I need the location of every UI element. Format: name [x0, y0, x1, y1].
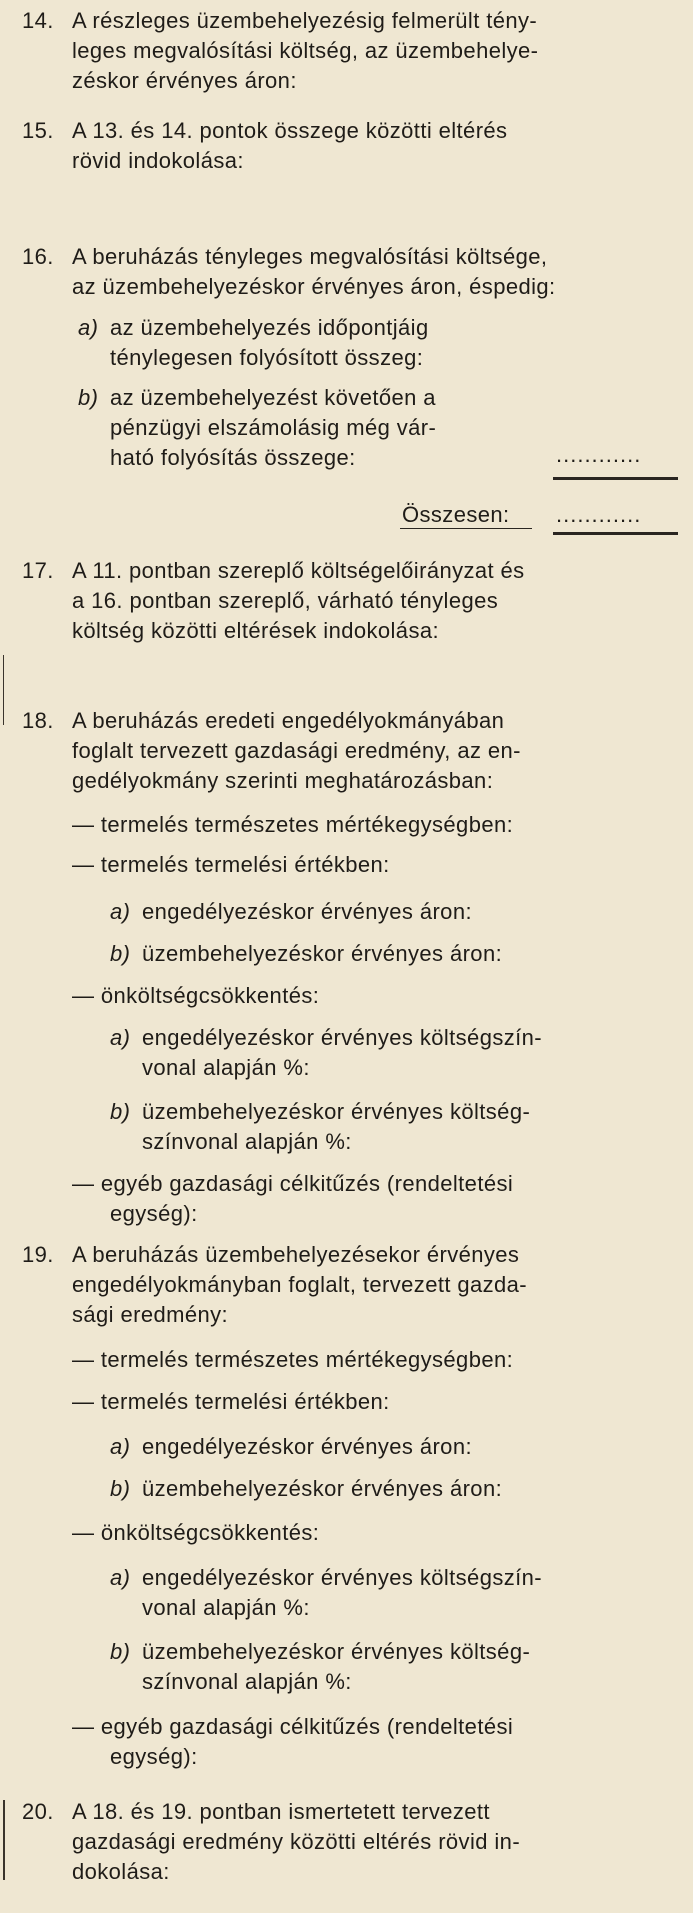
item-text: a 16. pontban szereplő, várható tényleges: [72, 588, 499, 613]
subitem-a: a) engedélyezéskor érvényes költségszín-: [110, 1025, 543, 1050]
subitem-b: b) üzembehelyezéskor érvényes költség-: [110, 1639, 531, 1664]
item-number: 17.: [22, 558, 54, 583]
item-text: ténylegesen folyósított összeg:: [110, 345, 424, 370]
dash-item: — termelés termelési értékben:: [72, 1389, 390, 1414]
dash-item: — önköltségcsökkentés:: [72, 983, 320, 1008]
subitem-a: a) engedélyezéskor érvényes költségszín-: [110, 1565, 543, 1590]
item-number: 15.: [22, 118, 54, 143]
dash-item: — termelés termelési értékben:: [72, 852, 390, 877]
item-text: A beruházás tényleges megvalósítási költsége,: [72, 244, 548, 269]
total-underline: [400, 528, 532, 529]
fill-dots: ............: [556, 442, 642, 467]
subitem-b: b) üzembehelyezéskor érvényes áron:: [110, 1476, 503, 1501]
item-text: színvonal alapján %:: [142, 1129, 352, 1154]
margin-line: [3, 655, 4, 725]
subitem-b: b) az üzembehelyezést követően a: [78, 385, 436, 410]
item-number: 14.: [22, 8, 54, 33]
item-text: A 13. és 14. pontok összege közötti eltérés: [72, 118, 508, 143]
item-text: foglalt tervezett gazdasági eredmény, az en-: [72, 738, 521, 763]
item-text: gazdasági eredmény közötti eltérés rövid in-: [72, 1829, 521, 1854]
sum-rule: [553, 477, 678, 480]
item-text: színvonal alapján %:: [142, 1669, 352, 1694]
item-text: engedélyokmányban foglalt, tervezett gazda-: [72, 1272, 528, 1297]
item-text: leges megvalósítási költség, az üzembehelye-: [72, 38, 539, 63]
dash-item: — egyéb gazdasági célkitűzés (rendeltetési: [72, 1171, 514, 1196]
subitem-a: a) engedélyezéskor érvényes áron:: [110, 1434, 472, 1459]
total-rule: [553, 532, 678, 535]
subitem-b: b) üzembehelyezéskor érvényes költség-: [110, 1099, 531, 1124]
dash-item: — önköltségcsökkentés:: [72, 1520, 320, 1545]
item-text: A beruházás üzembehelyezésekor érvényes: [72, 1242, 520, 1267]
dash-item: — termelés természetes mértékegységben:: [72, 1347, 514, 1372]
item-text: az üzembehelyezéskor érvényes áron, éspedig:: [72, 274, 556, 299]
total-label: Összesen:: [402, 502, 510, 527]
margin-line: [3, 1800, 5, 1880]
item-text: pénzügyi elszámolásig még vár-: [110, 415, 437, 440]
item-number: 18.: [22, 708, 54, 733]
item-text: A részleges üzembehelyezésig felmerült tény-: [72, 8, 538, 33]
item-text: költség közötti eltérések indokolása:: [72, 618, 439, 643]
dash-item: — termelés természetes mértékegységben:: [72, 812, 514, 837]
item-text: egység):: [110, 1744, 198, 1769]
item-text: ható folyósítás összege:: [110, 445, 356, 470]
item-number: 20.: [22, 1799, 54, 1824]
item-text: A beruházás eredeti engedélyokmányában: [72, 708, 505, 733]
subitem-a: a) az üzembehelyezés időpontjáig: [78, 315, 429, 340]
subitem-b: b) üzembehelyezéskor érvényes áron:: [110, 941, 503, 966]
dash-item: — egyéb gazdasági célkitűzés (rendeltetési: [72, 1714, 514, 1739]
item-text: gedélyokmány szerinti meghatározásban:: [72, 768, 494, 793]
item-number: 16.: [22, 244, 54, 269]
item-text: rövid indokolása:: [72, 148, 244, 173]
item-text: A 11. pontban szereplő költségelőirányzat és: [72, 558, 525, 583]
subitem-a: a) engedélyezéskor érvényes áron:: [110, 899, 472, 924]
item-text: sági eredmény:: [72, 1302, 229, 1327]
item-text: zéskor érvényes áron:: [72, 68, 297, 93]
item-text: egység):: [110, 1201, 198, 1226]
item-text: dokolása:: [72, 1859, 170, 1884]
item-number: 19.: [22, 1242, 54, 1267]
item-text: A 18. és 19. pontban ismertetett tervezett: [72, 1799, 490, 1824]
fill-dots: ............: [556, 502, 642, 527]
item-text: vonal alapján %:: [142, 1055, 310, 1080]
item-text: vonal alapján %:: [142, 1595, 310, 1620]
